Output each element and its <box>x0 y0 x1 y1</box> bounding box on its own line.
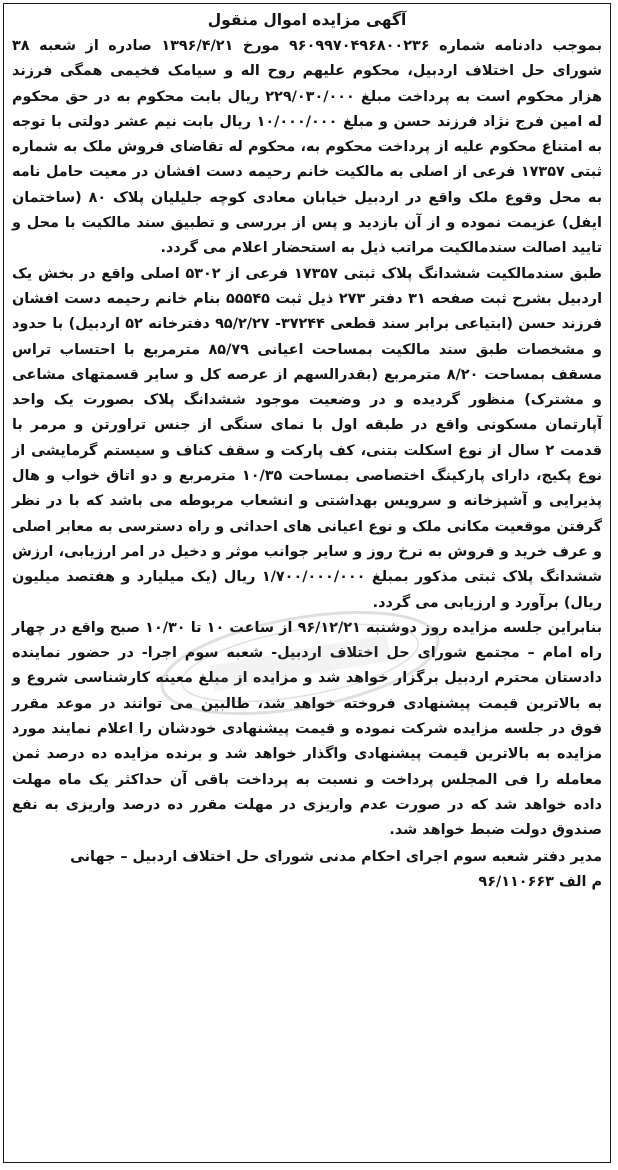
signature-ref-number: م الف ۹۶/۱۱۰۶۶۳ <box>478 873 602 890</box>
signature-office-line: مدیر دفتر شعبه سوم اجرای احکام مدنی شورای حل اختلاف اردبیل – جهانی <box>70 848 602 865</box>
notice-paragraph-session: بنابراین جلسه مزایده روز دوشنبه ۹۶/۱۲/۲۱ از ساعت ۱۰ تا ۱۰/۳۰ صبح واقع در چهار راه امام – مجتمع شورای حل اختلاف اردبیل- شعبه سوم اجرا- در حضور نماینده دادستان محترم اردبیل برگزار خواهد شد و مزایده از مبلغ معینه کارشناسی شروع و به بالاترین قیمت پیشنهادی فروخته خواهد شد، طالبین می توانند در موعد مقرر فوق در جلسه مزایده شرکت نموده و قیمت پیشنهادی خودشان را اعلام نمایند مورد مزایده به بالاترین قیمت پیشنهادی واگذار خواهد شد و برنده مزایده ده درصد ثمن معامله را فی المجلس پرداخت و نسبت به پرداخت باقی آن حداکثر یک ماه مهلت داده خواهد شد که در صورت عدم واریزی در مهلت مقرر ده درصد واریزی به نفع صندوق دولت ضبط خواهد شد. <box>12 619 602 839</box>
notice-paragraph-intro: بموجب دادنامه شماره ۹۶۰۹۹۷۰۴۹۶۸۰۰۲۳۶ مورخ ۱۳۹۶/۴/۲۱ صادره از شعبه ۳۸ شورای حل اختلاف اردبیل، محکوم علیهم روح اله و سیامک فخیمی همگی فرزند هزار محکوم است به پرداخت مبلغ ۲۲۹/۰۳۰/۰۰۰ ریال بابت محکوم به در حق محکوم له امین فرج نژاد فرزند حسن و مبلغ ۱۰/۰۰۰/۰۰۰ ریال بابت نیم عشر دولتی با توجه به امتناع محکوم علیه از پرداخت محکوم به، محکوم له تقاضای فروش ملک به شماره ثبتی ۱۷۳۵۷ فرعی از اصلی به مالکیت خانم رحیمه دست افشان در معیت حامل نامه به محل وقوع ملک واقع در اردبیل خیابان معادی کوچه جلیلیان پلاک ۸۰ (ساختمان ایفل) عزیمت نموده و از آن بازدید و پس از بررسی و تطبیق سند مالکیت با محل و تایید اصالت سندمالکیت مراتب ذیل به استحضار اعلام می گردد. <box>12 38 603 257</box>
notice-paragraph-property: طبق سندمالکیت ششدانگ پلاک ثبتی ۱۷۳۵۷ فرعی از ۵۳۰۲ اصلی واقع در بخش یک اردبیل بشرح ثبت صفحه ۳۱ دفتر ۲۷۳ ذیل ثبت ۵۵۵۴۵ بنام خانم رحیمه دست افشان فرزند حسن (ابتیاعی برابر سند قطعی ۳۷۲۴۴- ۹۵/۲/۲۷ دفترخانه ۵۲ اردبیل) با حدود و مشخصات طبق سند مالکیت بمساحت اعیانی ۸۵/۷۹ مترمربع با احتساب تراس مسقف بمساحت ۸/۲۰ مترمربع (بقدرالسهم از عرصه کل و سایر قسمتهای مشاعی و مشترک) منظور گردیده و در وضعیت موجود ششدانگ پلاک بصورت یک واحد آپارتمان مسکونی واقع در طبقه اول با نمای سنگی از جنس تراورتن و مرمر با قدمت ۲ سال از نوع اسکلت بتنی، کف پارکت و سقف کناف و سیستم گرمایشی از نوع پکیج، دارای پارکینگ اختصاصی بمساحت ۱۰/۳۵ مترمربع و دو اتاق خواب و هال پذیرایی و آشپزخانه و سرویس بهداشتی و انشعاب مربوطه می باشد که با در نظر گرفتن موقعیت مکانی ملک و نوع اعیانی های احداثی و راه دسترسی به معابر اصلی و عرف خرید و فروش به نرخ روز و سایر جوانب موثر و دخیل در امر ارزیابی، ارزش ششدانگ پلاک ثبتی مذکور بمبلغ ۱/۷۰۰/۰۰۰/۰۰۰ ریال (یک میلیارد و هفتصد میلیون ریال) برآورد و ارزیابی می گردد. <box>12 265 603 611</box>
auction-notice <box>3 3 611 1163</box>
notice-signature <box>12 845 602 896</box>
notice-title: آگهی مزایده اموال منقول <box>207 11 407 29</box>
